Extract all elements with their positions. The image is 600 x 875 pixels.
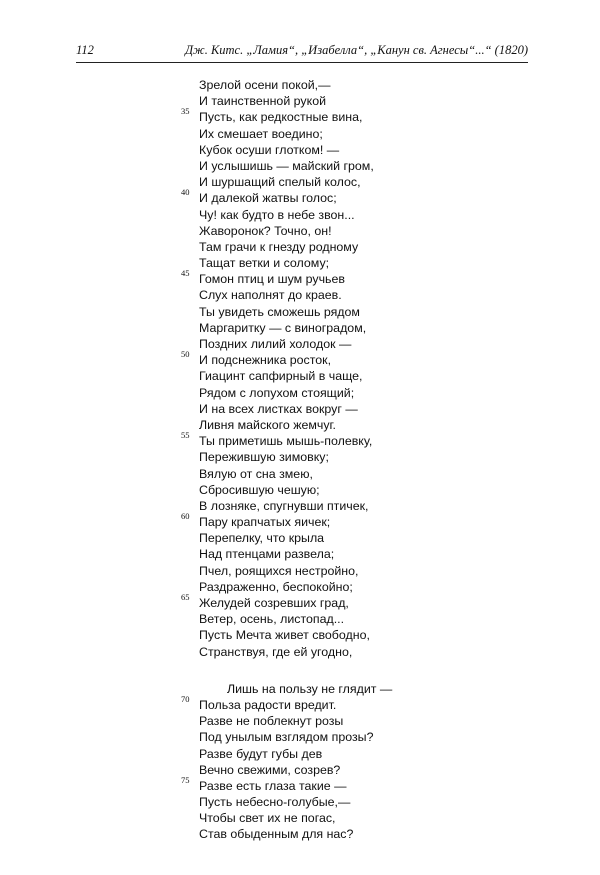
poem-line: Ветер, осень, листопад... — [199, 612, 345, 627]
poem-line: Ты увидеть сможешь рядом — [199, 304, 360, 319]
poem-line: Зрелой осени покой,— — [199, 78, 331, 92]
poem-line: 60 Пару крапчатых яичек; — [181, 511, 331, 530]
poem-line: Рядом с лопухом стоящий; — [199, 385, 355, 400]
line-number: 60 — [181, 511, 190, 522]
poem-line: Тащат ветки и солому; — [199, 256, 330, 271]
poem-line: И услышишь — майский гром, — [199, 158, 374, 173]
poem-line: В лозняке, спугнувши птичек, — [199, 498, 369, 513]
poem-line: Гиацинт сапфирный в чаще, — [199, 369, 363, 384]
poem-line: Пережившую зимовку; — [199, 450, 329, 465]
poem-line — [199, 843, 529, 859]
poem-line: И таинственной рукой — [199, 94, 327, 109]
line-number: 65 — [181, 592, 190, 602]
poem-line: Вялую от сна змею, — [199, 466, 313, 481]
poem-line: И на всех листках вокруг — — [199, 401, 358, 416]
line-number: 75 — [181, 774, 190, 785]
line-number: 50 — [181, 349, 190, 360]
line-number: 40 — [181, 187, 190, 198]
poem-line: Лишь на пользу не глядит — — [227, 681, 393, 696]
line-number: 55 — [181, 430, 190, 441]
line-number: 45 — [181, 268, 190, 279]
poem-line: 75 Разве есть глаза такие — — [181, 774, 347, 793]
poem-line: Странствуя, где ей угодно, — [199, 644, 353, 659]
poem-line: 55 Ты приметишь мышь-полевку, — [181, 430, 373, 449]
poem-line: Став обыденным для нас? — [199, 827, 354, 842]
poem-line: Слух наполнят до краев. — [199, 288, 342, 303]
poem-line: Перепелку, что крыла — [199, 531, 325, 546]
poem-line: Над птенцами развела; — [199, 547, 335, 562]
poem-line — [199, 859, 529, 875]
poem-text — [181, 77, 529, 875]
poem-line: Сбросившую чешую; — [199, 482, 320, 497]
page-number: 112 — [76, 43, 94, 57]
poem-line: Чтобы свет их не погас, — [199, 811, 336, 826]
poem-line: Поздних лилий холодок — — [199, 337, 352, 351]
poem-line: Маргаритку — с виноградом, — [199, 320, 367, 335]
poem-line: И шуршащий спелый колос, — [199, 175, 361, 190]
running-title: Дж. Китс. „Ламия“, „Изабелла“, „Канун св. Агнесы“...“ (1820) — [185, 43, 528, 57]
poem-line: Там грачи к гнезду родному — [199, 239, 359, 254]
poem-line: 50 И подснежника росток, — [181, 349, 332, 368]
poem-line: Их смешает воедино; — [199, 126, 323, 141]
poem-line: Под унылым взглядом прозы? — [199, 730, 374, 745]
poem-line: Чу! как будто в небе звон... — [199, 207, 355, 222]
poem-line: 65 Желудей созревших град, — [181, 592, 349, 610]
poem-line: Пчел, роящихся нестройно, — [199, 563, 359, 578]
poem-line: Разве не поблекнут розы — [199, 714, 344, 729]
running-head — [76, 40, 528, 63]
poem-line: Разве будут губы дев — [199, 746, 323, 761]
poem-line: Вечно свежими, созрев? — [199, 762, 341, 777]
poem-line: Жаворонок? Точно, он! — [199, 223, 332, 238]
poem-line: Раздраженно, беспокойно; — [199, 579, 353, 594]
poem-line: 70 Польза радости вредит. — [181, 693, 337, 712]
poem-line: 35 Пусть, как редкостные вина, — [181, 106, 363, 125]
line-number: 35 — [181, 106, 190, 117]
poem-line: Пусть небесно-голубые,— — [199, 795, 351, 810]
poem-line: Кубок осуши глотком! — — [199, 142, 340, 157]
poem-line: Ливня майского жемчуг. — [199, 417, 336, 432]
poem-line: 45 Гомон птиц и шум ручьев — [181, 268, 345, 287]
poem-line: 40 И далекой жатвы голос; — [181, 187, 337, 206]
poem-line: Пусть Мечта живет свободно, — [199, 628, 370, 643]
line-number: 70 — [181, 693, 190, 704]
